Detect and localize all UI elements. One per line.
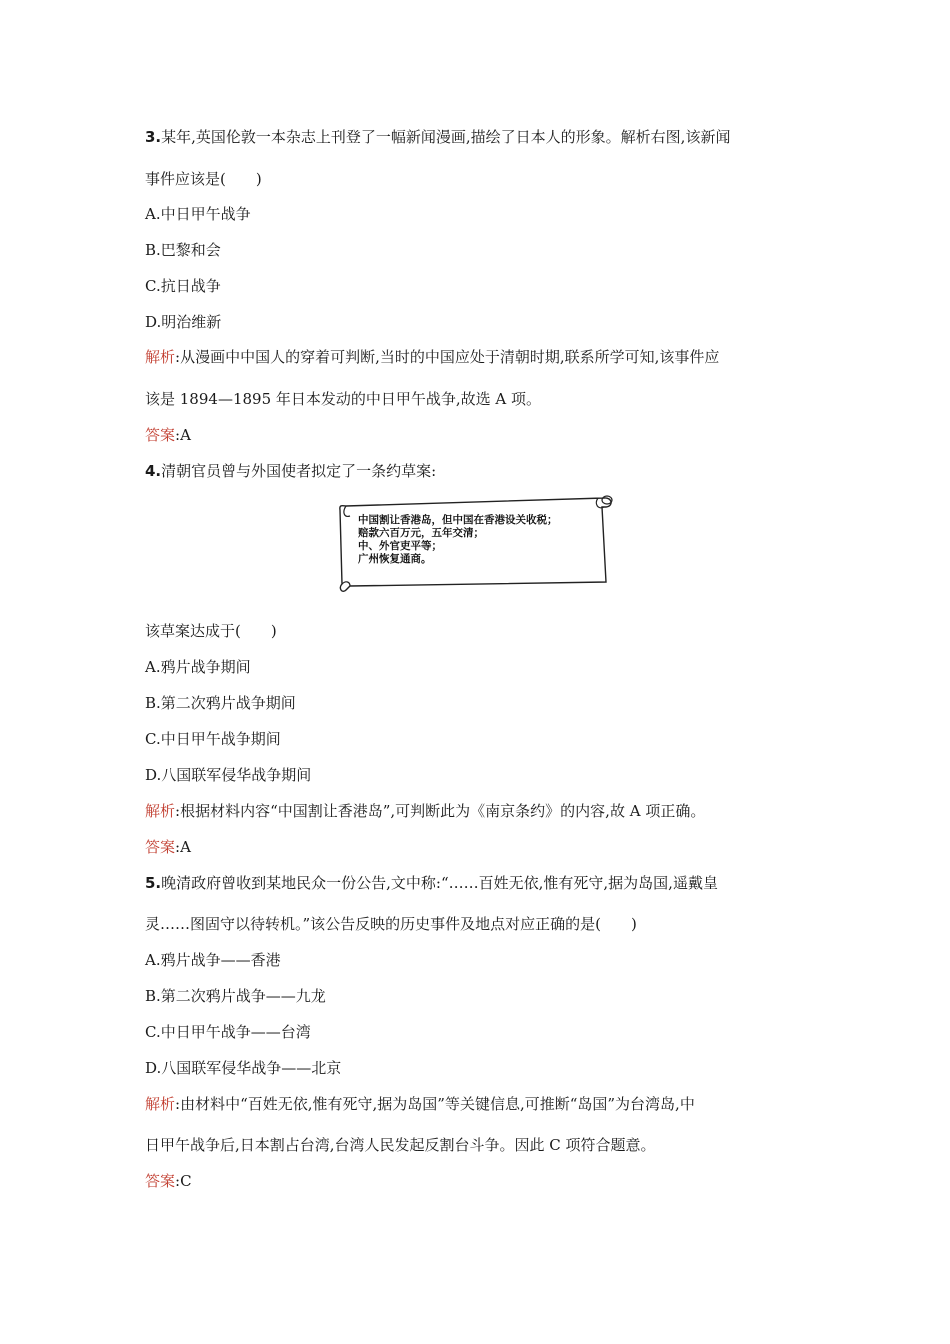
q5-option-b: B.第二次鸦片战争——九龙	[145, 987, 326, 1005]
q5-stem-line-1	[145, 873, 718, 893]
q3-analysis-line-2: 该是 1894—1895 年日本发动的中日甲午战争,故选 A 项。	[145, 390, 542, 408]
q4-stem-text-1: 清朝官员曾与外国使者拟定了一条约草案:	[161, 462, 437, 480]
q4-option-c: C.中日甲午战争期间	[145, 730, 281, 748]
q3-analysis-text-1: :从漫画中中国人的穿着可判断,当时的中国应处于清朝时期,联系所学可知,该事件应	[175, 348, 720, 366]
treaty-scroll-figure	[336, 490, 616, 596]
q4-analysis-label: 解析	[145, 802, 176, 820]
q5-answer-label: 答案	[145, 1172, 176, 1190]
q3-answer	[145, 425, 191, 445]
q4-option-b: B.第二次鸦片战争期间	[145, 694, 296, 712]
q5-option-c: C.中日甲午战争——台湾	[145, 1023, 311, 1041]
q5-answer-value: :C	[175, 1172, 192, 1190]
scroll-line-2: 赔款六百万元，五年交清；	[358, 527, 484, 539]
q3-option-c: C.抗日战争	[145, 277, 221, 295]
q3-answer-value: :A	[175, 426, 191, 444]
q4-answer-value: :A	[175, 838, 191, 856]
scroll-line-1: 中国割让香港岛，但中国在香港设关收税；	[358, 514, 558, 526]
q3-analysis-label: 解析	[145, 348, 176, 366]
q3-stem-line-1	[145, 127, 730, 147]
q4-answer-label: 答案	[145, 838, 176, 856]
scroll-line-3: 中、外官吏平等；	[358, 540, 442, 552]
q5-analysis-text-1: :由材料中“百姓无依,惟有死守,据为岛国”等关键信息,可推断“岛国”为台湾岛,中	[175, 1095, 695, 1113]
q5-option-d: D.八国联军侵华战争——北京	[145, 1059, 342, 1077]
q3-stem-line-2: 事件应该是( )	[145, 170, 262, 188]
q4-question-line: 该草案达成于( )	[145, 622, 277, 640]
q5-analysis-line-2: 日甲午战争后,日本割占台湾,台湾人民发起反割台斗争。因此 C 项符合题意。	[145, 1136, 656, 1154]
q3-option-a: A.中日甲午战争	[145, 205, 251, 223]
q3-stem-text-1: 某年,英国伦敦一本杂志上刊登了一幅新闻漫画,描绘了日本人的形象。解析右图,该新闻	[161, 128, 731, 146]
q3-answer-label: 答案	[145, 426, 176, 444]
q3-analysis-line-1	[145, 347, 719, 367]
q3-option-d: D.明治维新	[145, 313, 222, 331]
q5-analysis-line-1	[145, 1094, 695, 1114]
q5-number: 5.	[145, 874, 162, 892]
q5-stem-text-1: 晚清政府曾收到某地民众一份公告,文中称:“……百姓无依,惟有死守,据为岛国,遥戴皇	[161, 874, 718, 892]
q4-analysis-line-1	[145, 801, 705, 821]
q3-number: 3.	[145, 128, 162, 146]
q5-answer	[145, 1171, 192, 1191]
q4-analysis-text-1: :根据材料内容“中国割让香港岛”,可判断此为《南京条约》的内容,故 A 项正确。	[175, 802, 706, 820]
q3-option-b: B.巴黎和会	[145, 241, 221, 259]
q5-stem-line-2: 灵……图固守以待转机。”该公告反映的历史事件及地点对应正确的是( )	[145, 915, 637, 933]
q4-option-a: A.鸦片战争期间	[145, 658, 251, 676]
q4-stem-line-1	[145, 461, 436, 481]
scroll-line-4: 广州恢复通商。	[358, 553, 432, 565]
q4-option-d: D.八国联军侵华战争期间	[145, 766, 312, 784]
q5-analysis-label: 解析	[145, 1095, 176, 1113]
q4-number: 4.	[145, 462, 162, 480]
q4-answer	[145, 837, 191, 857]
q5-option-a: A.鸦片战争——香港	[145, 951, 281, 969]
scroll-text-block	[358, 514, 558, 566]
